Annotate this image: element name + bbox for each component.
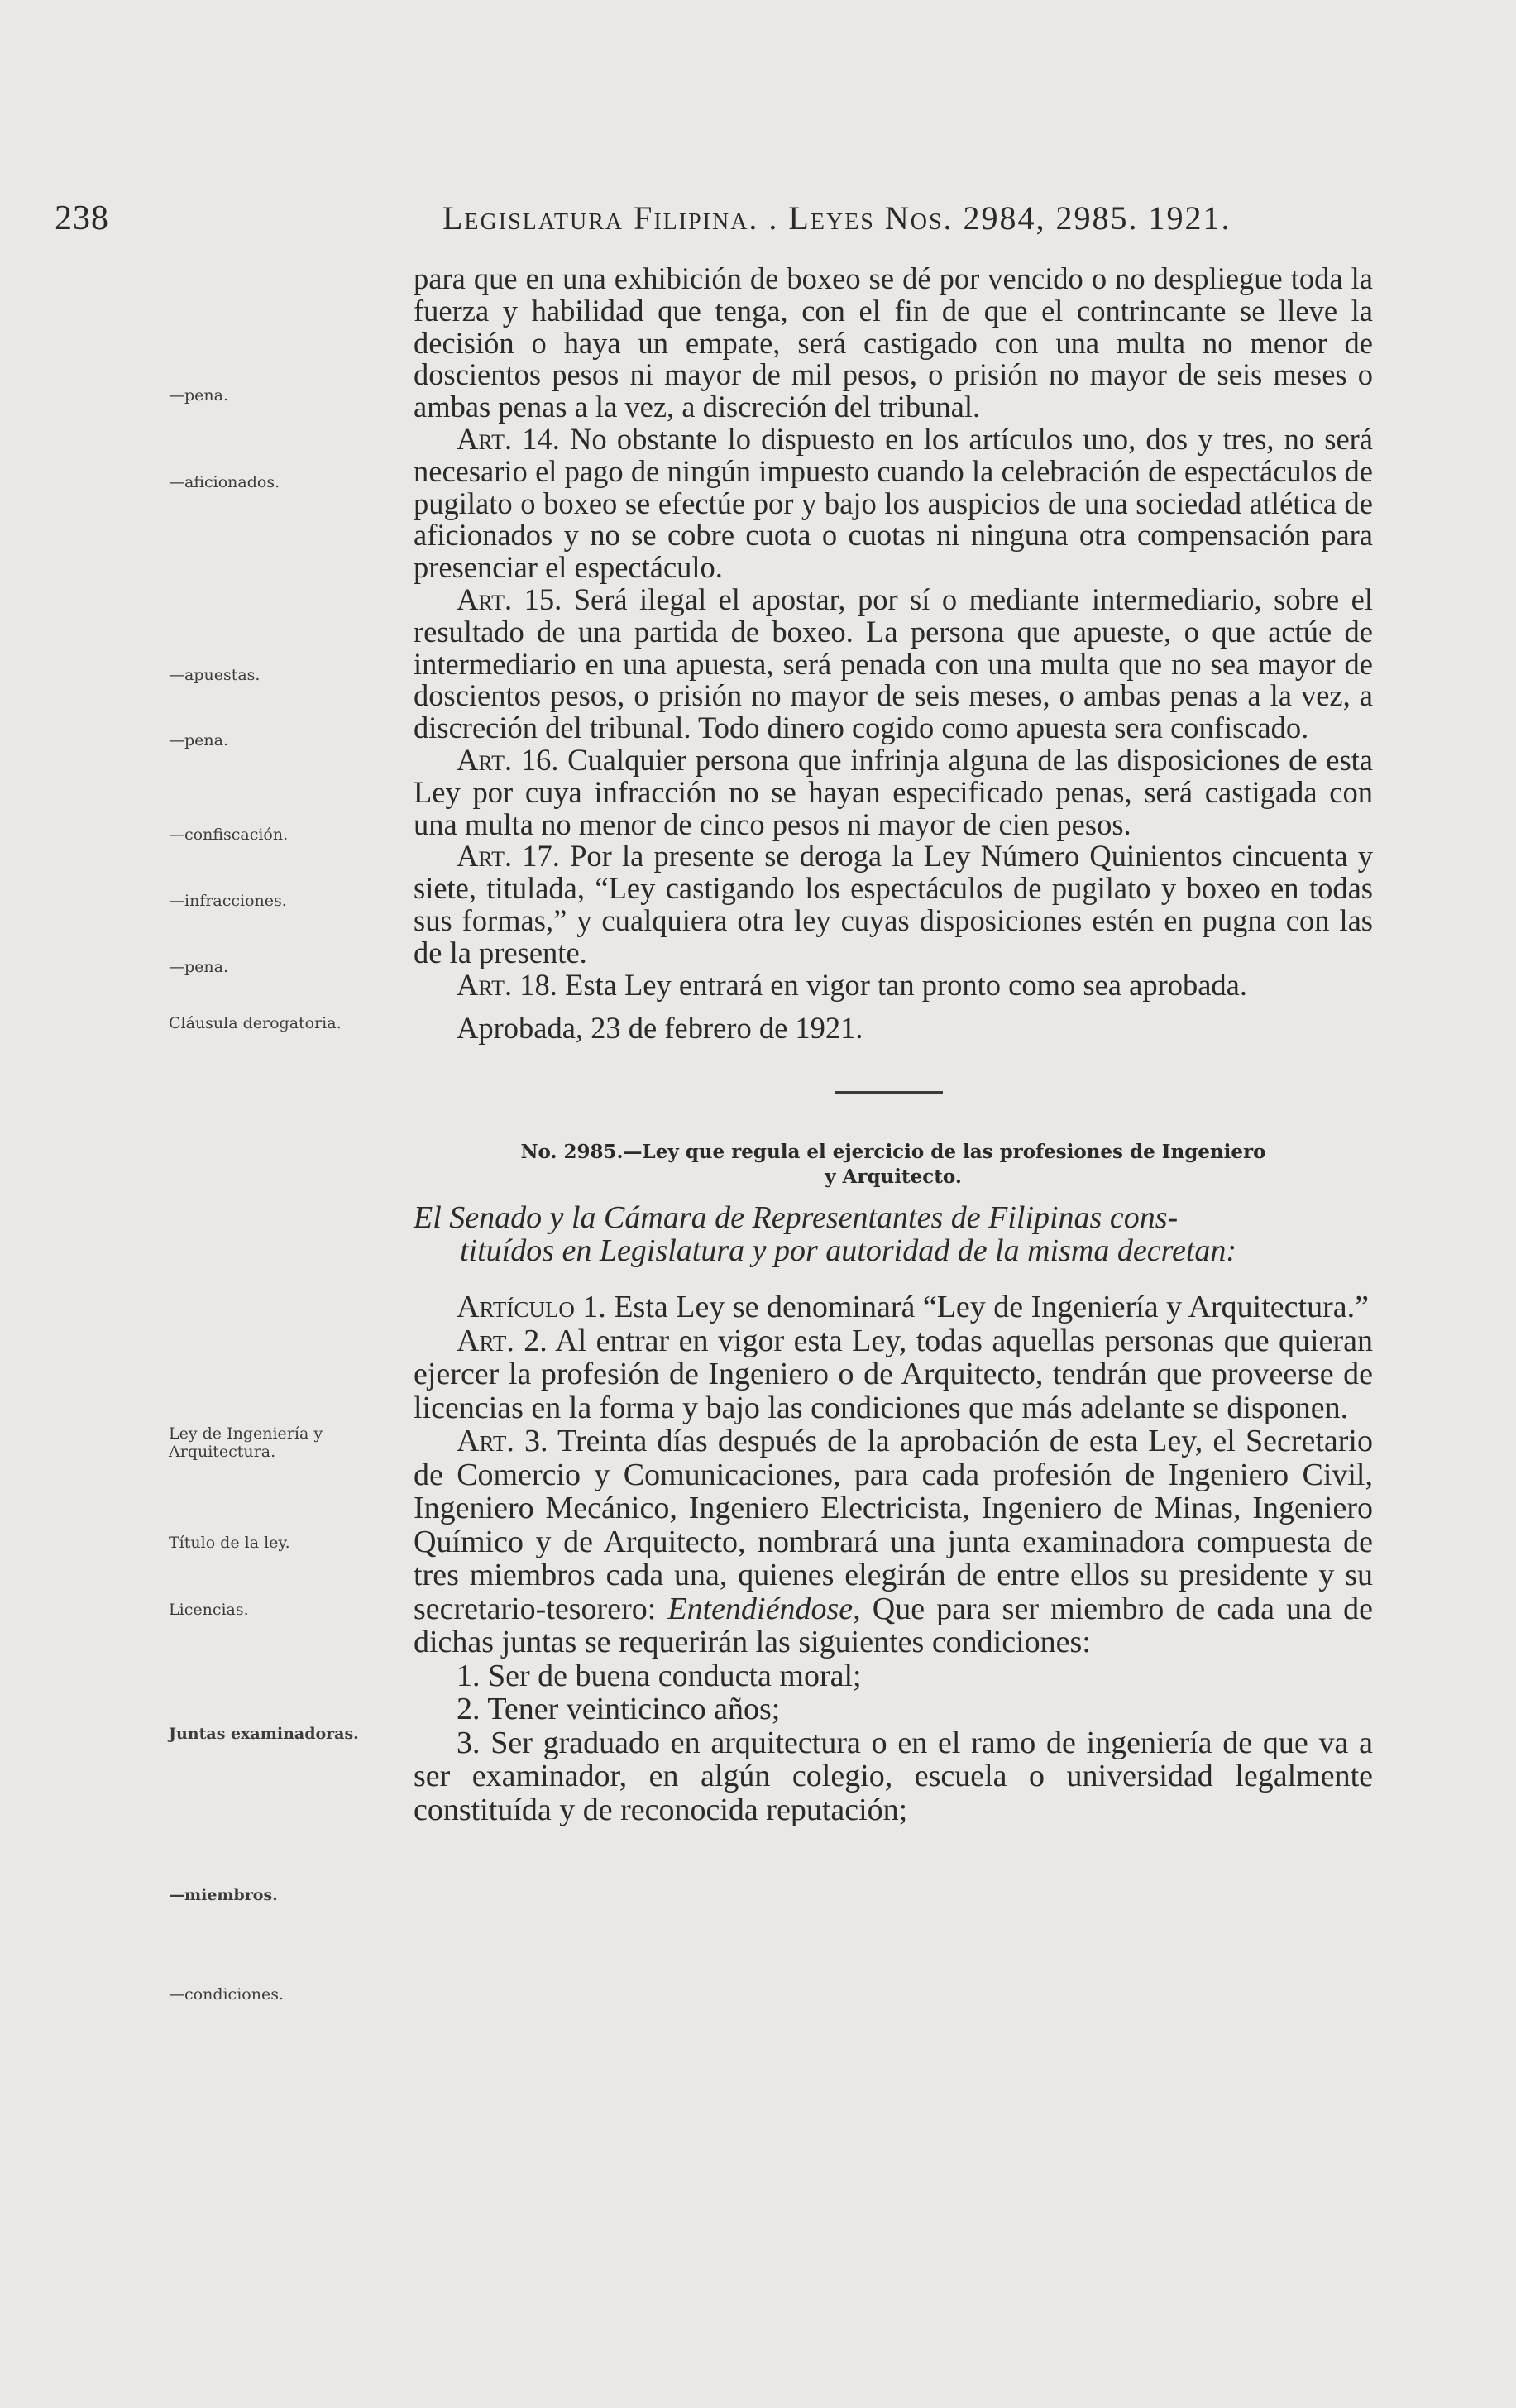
margin-note-clausula-derogatoria: Cláusula derogatoria.	[169, 1014, 342, 1032]
margin-note-juntas: Juntas examinadoras.	[169, 1725, 359, 1743]
margin-note-apuestas: —apuestas.	[169, 666, 261, 684]
article-text: Esta Ley se denominará “Ley de Ingeniería y Arquitectura.”	[605, 1290, 1369, 1325]
margin-note-infracciones: —infracciones.	[169, 892, 287, 910]
article-15	[414, 584, 1373, 744]
running-head: Legislatura Filipina. . Leyes Nos. 2984, 2985. 1921.	[442, 199, 1231, 237]
margin-note-miembros: —miembros.	[169, 1886, 278, 1904]
condition-item: 1. Ser de buena conducta moral;	[457, 1658, 862, 1693]
law-header	[414, 1140, 1373, 1190]
enacting-clause	[414, 1201, 1373, 1267]
article-label: Artículo 1.	[457, 1290, 606, 1325]
margin-note-condiciones: —condiciones.	[169, 1985, 284, 2003]
enacting-clause-line: tituídos en Legislatura y por autoridad de la misma decretan:	[460, 1233, 1237, 1269]
article-text: Treinta días después de la aprobación de esta Ley, el Secretario de Comercio y Comunicaciones, para cada profesión de Ingeniero Civil, Ingeniero Mecánico, Ingeniero Electricista, Ingeniero de Minas, Ingeniero Químico y de Arquitecto, nombrará una junta examinadora compuesta de tres miembros cada una, quienes elegirán de entre ellos su presidente y su secretario-tesorero:	[414, 1424, 1373, 1626]
body-text	[414, 263, 1373, 1826]
article-text-italic: Entendiéndose,	[667, 1591, 861, 1626]
article-text: No obstante lo dispuesto en los artículos uno, dos y tres, no será necesario el pago de ningún impuesto cuando la celebración de espectáculos de pugilato o boxeo se efectúe por y bajo los auspicios de una sociedad atlética de aficionados y no se cobre cuota o cuotas ni ninguna otra compensación para presenciar el espectáculo.	[414, 421, 1373, 585]
margin-note-confiscacion: —confiscación.	[169, 826, 289, 844]
margin-note-pena: —pena.	[169, 386, 229, 405]
article-label: Art. 3.	[457, 1424, 548, 1459]
article-text: Que para ser miembro de cada una de dichas juntas se requerirán las siguientes condiciones:	[414, 1591, 1373, 1660]
article-3	[414, 1424, 1373, 1659]
margin-note-pena: —pena.	[169, 731, 229, 749]
margin-note-licencias: Licencias.	[169, 1601, 249, 1619]
approval-date: Aprobada, 23 de febrero de 1921.	[457, 1011, 863, 1046]
article-label: Art. 14.	[457, 421, 560, 456]
law-header-line: No. 2985.—Ley que regula el ejercicio de las profesiones de Ingeniero	[520, 1141, 1266, 1164]
enacting-clause-line: El Senado y la Cámara de Representantes de Filipinas cons-	[414, 1200, 1179, 1236]
margin-note-pena: —pena.	[169, 958, 229, 976]
law-header-line: y Arquitecto.	[825, 1166, 962, 1189]
paragraph-continuation: para que en una exhibición de boxeo se dé por vencido o no despliegue toda la fuerza y habilidad que tenga, con el fin de que el contrincante se lleve la decisión o haya un empate, será castigado con una multa no menor de doscientos pesos ni mayor de mil pesos, o prisión no mayor de seis meses o ambas penas a la vez, a discreción del tribunal.	[414, 261, 1373, 424]
article-17	[414, 840, 1373, 969]
article-text: Esta Ley entrará en vigor tan pronto como sea aprobada.	[557, 967, 1248, 1002]
article-label: Art. 17.	[457, 839, 560, 874]
article-label: Art. 15.	[457, 582, 562, 616]
article-2	[414, 1324, 1373, 1425]
margin-note-ley-ingenieria: Ley de Ingeniería y Arquitectura.	[169, 1424, 323, 1461]
article-label: Art. 2.	[457, 1323, 548, 1358]
margin-note-titulo: Título de la ley.	[169, 1534, 290, 1552]
condition-item: 3. Ser graduado en arquitectura o en el ramo de ingeniería de que va a ser examinador, en algún colegio, escuela o universidad legalmente constituída y de reconocida reputación;	[414, 1725, 1373, 1827]
condition-item: 2. Tener veinticinco años;	[457, 1692, 781, 1727]
margin-note-aficionados: —aficionados.	[169, 473, 280, 491]
article-1	[414, 1290, 1373, 1324]
article-16	[414, 744, 1373, 840]
article-text: Por la presente se deroga la Ley Número Quinientos cincuenta y siete, titulada, “Ley castigando los espectáculos de pugilato y boxeo en todas sus formas,” y cualquiera otra ley cuyas disposiciones estén en pugna con las de la presente.	[414, 839, 1373, 969]
article-14	[414, 421, 1373, 585]
page-number: 238	[55, 199, 109, 237]
article-text: Al entrar en vigor esta Ley, todas aquellas personas que quieran ejercer la profesión de Ingeniero o de Arquitecto, tendrán que proveerse de licencias en la forma y bajo las condiciones que más adelante se disponen.	[414, 1323, 1373, 1425]
article-label: Art. 18.	[457, 967, 557, 1002]
article-text: Cualquier persona que infrinja alguna de las disposiciones de esta Ley por cuya infracción no se hayan especificado penas, será castigada con una multa no menor de cinco pesos ni mayor de cien pesos.	[414, 742, 1373, 841]
article-text: Será ilegal el apostar, por sí o mediante intermediario, sobre el resultado de una partida de boxeo. La persona que apueste, o que actúe de intermediario en una apuesta, será penada con una multa que no sea mayor de doscientos pesos, o prisión no mayor de seis meses, o ambas penas a la vez, a discreción del tribunal. Todo dinero cogido como apuesta sera confiscado.	[414, 582, 1373, 745]
article-label: Art. 16.	[457, 742, 559, 777]
law-2985-body	[414, 1290, 1373, 1826]
article-18	[414, 969, 1373, 1002]
section-divider	[835, 1091, 943, 1094]
